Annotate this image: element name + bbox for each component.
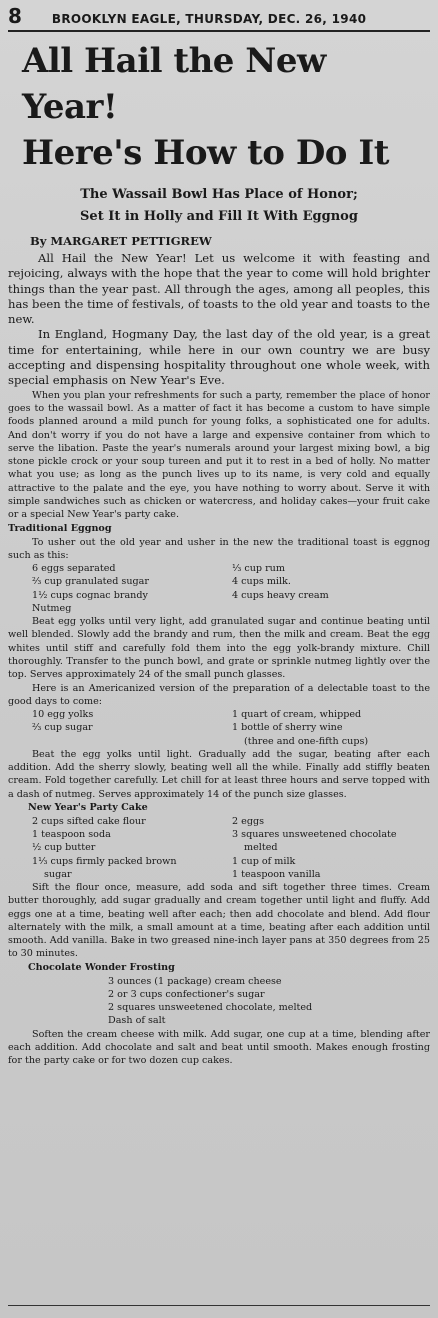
eggnog-method: Beat egg yolks until very light, add granulated sugar and continue beating until well blended. Slowly add the brandy and rum, then the milk and cream. Beat the egg whites until stiff and carefully fold them into the egg yolk-brandy mixture. Chill thoroughly. Transfer to the punch bowl, and grate or sprinkle nutmeg lightly over the top. Serves approximately 24 of the small punch glasses. (8, 616, 430, 681)
ingredient-row: 1 teaspoon soda 3 squares unsweetened chocolate (32, 829, 397, 841)
cake-ingredients (8, 815, 430, 881)
eggnog-intro: To usher out the old year and usher in the new the traditional toast is eggnog such as this: (8, 536, 430, 561)
ingredient-row: ½ cup butter melted (32, 842, 278, 854)
ingredient-row: ⅔ cup granulated sugar 4 cups milk. (32, 576, 291, 588)
recipe-title-frosting: Chocolate Wonder Frosting (28, 961, 175, 973)
ingredient-row: (three and one-fifth cups) (244, 735, 369, 747)
subhead-line-2: Set It in Holly and Fill It With Eggnog (80, 209, 358, 224)
americanized-intro: Here is an Americanized version of the preparation of a delectable toast to the good days to come: (8, 682, 430, 707)
americanized-ingredients (8, 708, 430, 748)
paper-dateline: BROOKLYN EAGLE, THURSDAY, DEC. 26, 1940 (51, 12, 367, 26)
lead-paragraph: All Hail the New Year! Let us welcome it with feasting and rejoicing, always with the hope that the year to come will hold brighter things than the year past. All through the ages, among all peoples, this has been the time of festivals, of toasts to the old year and toasts to the new. (8, 251, 430, 327)
ingredient-row: 2 cups sifted cake flour 2 eggs (32, 815, 265, 827)
page-number: 8 (8, 4, 22, 28)
column-end-rule (8, 1305, 430, 1306)
recipe-title-cake: New Year's Party Cake (28, 801, 148, 813)
lead-paragraph: In England, Hogmany Day, the last day of the old year, is a great time for entertaining, while here in our own country we are busy accepting and dispensing hospitality throughout one whole week, with special emphasis on New Year's Eve. (8, 327, 430, 388)
ingredient-row: ⅔ cup sugar 1 bottle of sherry wine (32, 722, 343, 734)
americanized-method: Beat the egg yolks until light. Gradually add the sugar, beating after each addition. Add the sherry slowly, beating well all the while. Finally add stiffly beaten cream. Fold together carefully. Let chill for at least three hours and serve topped with a dash of nutmeg. Serves approximately 14 of the punch size glasses. (8, 748, 430, 800)
ingredient-row: Dash of salt (108, 1015, 166, 1027)
ingredient-row: Nutmeg (32, 602, 72, 614)
ingredient-row: 10 egg yolks 1 quart of cream, whipped (32, 709, 362, 721)
masthead (8, 4, 430, 32)
ingredient-row: 2 squares unsweetened chocolate, melted (108, 1002, 313, 1014)
ingredient-row: sugar 1 teaspoon vanilla (44, 868, 321, 880)
headline-line-2: Here's How to Do It (22, 133, 389, 173)
ingredient-row: 6 eggs separated ⅓ cup rum (32, 563, 285, 575)
headline (22, 38, 430, 176)
headline-line-1: All Hail the New Year! (22, 41, 326, 127)
ingredient-row: 1⅓ cups firmly packed brown 1 cup of milk (32, 855, 296, 867)
cake-method: Sift the flour once, measure, add soda and sift together three times. Cream butter thoroughly, add sugar gradually and cream together until light and fluffy. Add eggs one at a time, beating well after each; then add chocolate and blend. Add flour alternately with the milk, a small amount at a time, beating after each addition until smooth. Add vanilla. Bake in two greased nine-inch layer pans at 350 degrees from 25 to 30 minutes. (8, 881, 430, 960)
frosting-ingredients (8, 975, 430, 1028)
frosting-method: Soften the cream cheese with milk. Add sugar, one cup at a time, blending after each addition. Add chocolate and salt and beat until smooth. Makes enough frosting for the party cake or for two dozen cup cakes. (8, 1028, 430, 1067)
ingredient-row: 1½ cups cognac brandy 4 cups heavy cream (32, 589, 329, 601)
ingredient-row: 3 ounces (1 package) cream cheese (108, 975, 282, 987)
intro-paragraph: When you plan your refreshments for such a party, remember the place of honor goes to the wassail bowl. As a matter of fact it has become a custom to have simple foods planned around a mild punch for young folks, a sophisticated one for adults. And don't worry if you do not have a large and expensive container from which to serve the libation. Paste the year's numerals around your largest mixing bowl, a big stone pickle crock or your soup tureen and put it to rest in a bed of holly. No matter what you use; as long as the punch lives up to its name, is very cold and equally attractive to the palate and the eye, you have nothing to worry about. Serve it with simple sandwiches such as chicken or watercress, and holiday cakes—your fruit cake or a special New Year's party cake. (8, 389, 430, 521)
subhead-line-1: The Wassail Bowl Has Place of Honor; (80, 187, 358, 202)
eggnog-ingredients (8, 562, 430, 615)
subheadline (8, 184, 430, 228)
recipe-title-eggnog: Traditional Eggnog (8, 522, 112, 534)
byline: By MARGARET PETTIGREW (30, 234, 212, 248)
ingredient-row: 2 or 3 cups confectioner's sugar (108, 988, 265, 1000)
